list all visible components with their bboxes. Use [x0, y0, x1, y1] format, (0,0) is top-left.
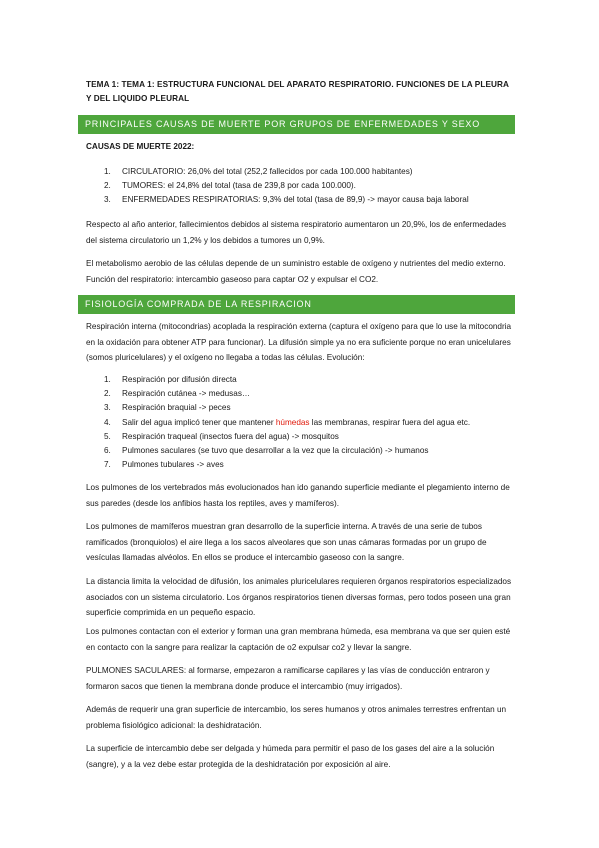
document-title: TEMA 1: TEMA 1: ESTRUCTURA FUNCIONAL DEL APARATO RESPIRATORIO. FUNCIONES DE LA PLEURA Y DEL LIQUIDO PLEURAL [86, 80, 509, 103]
list-item: 2. TUMORES: el 24,8% del total (tasa de 239,8 por cada 100.000). [104, 181, 356, 191]
list-item: 1. Respiración por difusión directa [104, 375, 237, 384]
list-item: 3. ENFERMEDADES RESPIRATORIAS: 9,3% del total (tasa de 89,9) -> mayor causa baja laboral [104, 195, 469, 205]
paragraph: Los pulmones de mamíferos muestran gran desarrollo de la superficie interna. A través de una serie de tubos ramificados (bronquiolos) el aire llega a los sacos alveolares que son unas cámaras formadas por un grupo de vesículas llamadas alvéolos. En ellos se produce el intercambio gaseoso con la sangre. [86, 522, 487, 562]
paragraph: Respiración interna (mitocondrias) acoplada la respiración externa (captura el oxígeno para que lo use la mitocondria en la oxidación para obtener ATP para funcionar). La difusión simple ya no era suficiente porque no eran unicelulares (somos pluricelulares) y el oxígeno no llegaba a todas las células. Evolución: [86, 322, 512, 362]
list-item: 1. CIRCULATORIO: 26,0% del total (252,2 fallecidos por cada 100.000 habitantes) [104, 167, 413, 176]
list-item: 5. Respiración traqueal (insectos fuera del agua) -> mosquitos [104, 431, 339, 441]
list-item: 4. Salir del agua implicó tener que mantener húmedas las membranas, respirar fuera del agua etc. [104, 417, 471, 427]
causes-list [86, 165, 518, 208]
list-item: 7. Pulmones tubulares -> aves [104, 460, 224, 470]
paragraph: La superficie de intercambio debe ser delgada y húmeda para permitir el paso de los gases del aire a la solución (sangre), y a la vez debe estar protegida de la deshidratación por exposición al aire. [86, 744, 495, 769]
paragraph: Además de requerir una gran superficie de intercambio, los seres humanos y otros animales terrestres enfrentan un problema fisiológico adicional: la deshidratación. [86, 705, 507, 730]
section-heading-causes: PRINCIPALES CAUSAS DE MUERTE POR GRUPOS DE ENFERMEDADES Y SEXO [78, 115, 515, 134]
paragraph: Los pulmones de los vertebrados más evolucionados han ido ganando superficie mediante el plegamiento interno de sus paredes (desde los anfibios hasta los reptiles, aves y mamíferos). [86, 483, 510, 508]
paragraph: Respecto al año anterior, fallecimientos debidos al sistema respiratorio aumentaron un 20,9%, los de enfermedades del sistema circulatorio un 1,2% y los debidos a tumores un 0,9%. [86, 220, 507, 245]
paragraph: Los pulmones contactan con el exterior y forman una gran membrana húmeda, esa membrana va que ser quien esté en contacto con la sangre para realizar la captación de o2 expulsar co2 y llevar la sangre. [86, 627, 511, 652]
causes-subheading: CAUSAS DE MUERTE 2022: [86, 142, 195, 151]
paragraph: La distancia limita la velocidad de difusión, los animales pluricelulares requieren órganos respiratorios especializados asociados con un sistema circulatorio. Los órganos respiratorios tienen diversas formas, pero todos poseen una gran superficie comprimida en un pequeño espacio. [86, 577, 512, 617]
paragraph: El metabolismo aerobio de las células depende de un suministro estable de oxígeno y nutrientes del medio externo. Función del respiratorio: intercambio gaseoso para captar O2 y expulsar el CO2. [86, 259, 506, 284]
highlighted-word: húmedas [275, 417, 310, 427]
list-item: 3. Respiración braquial -> peces [104, 403, 231, 413]
list-item: 2. Respiración cutánea -> medusas… [104, 389, 251, 399]
paragraph: PULMONES SACULARES: al formarse, empezaron a ramificarse capilares y las vías de conducción entraron y formaron sacos que tienen la membrana donde produce el intercambio (muy irrigados). [86, 666, 490, 691]
evolution-list [86, 373, 518, 472]
section-heading-physiology: FISIOLOGÍA COMPRADA DE LA RESPIRACION [78, 295, 515, 314]
list-item: 6. Pulmones saculares (se tuvo que desarrollar a la vez que la circulación) -> humanos [104, 446, 429, 456]
